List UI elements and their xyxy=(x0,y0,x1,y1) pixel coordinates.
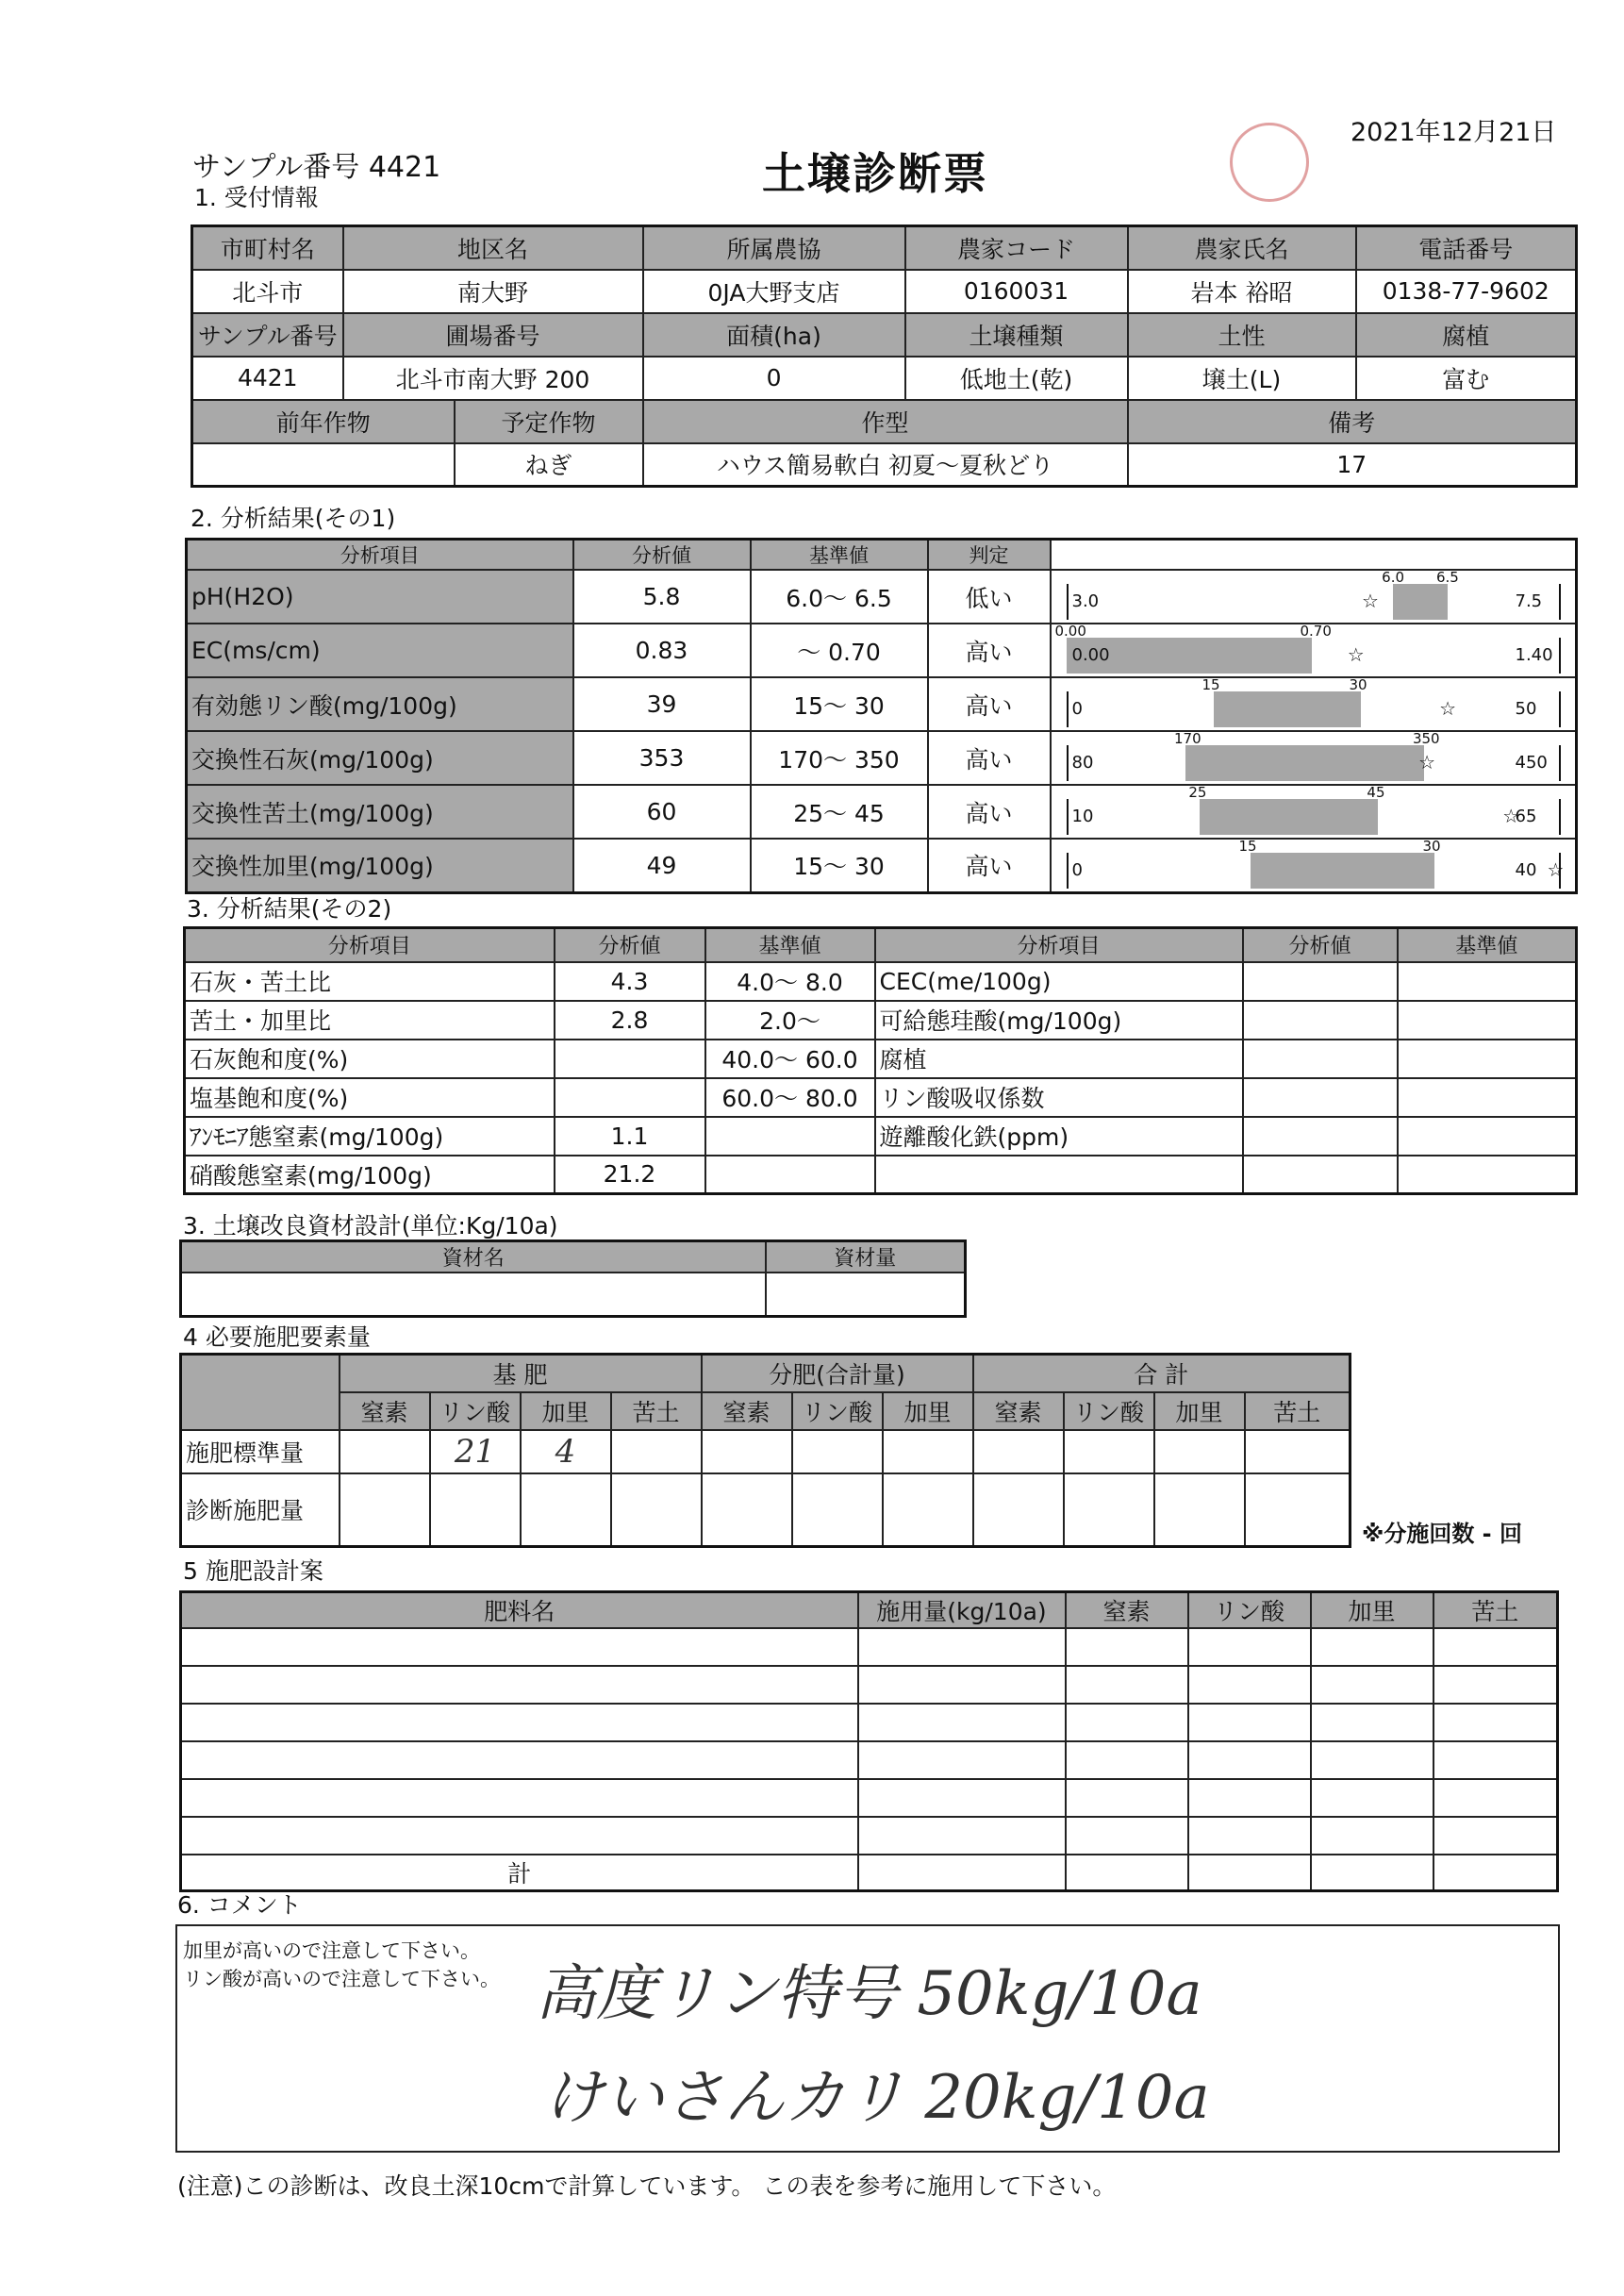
header-fertilizer-name: 肥料名 xyxy=(181,1592,858,1629)
header-phone: 電話番号 xyxy=(1356,226,1577,270)
value-star-icon: ☆ xyxy=(1362,590,1379,612)
standard-amount-cell: 21 xyxy=(430,1430,521,1473)
design-row xyxy=(181,1741,1558,1779)
standard-amount-cell xyxy=(1245,1430,1351,1473)
analysis2-standard2 xyxy=(1398,1117,1577,1156)
info-header-row-2 xyxy=(192,313,1577,357)
design-row xyxy=(181,1779,1558,1817)
phone-value: 0138-77-9602 xyxy=(1356,270,1577,313)
analysis2-value: 4.3 xyxy=(555,962,705,1001)
diagnosis-amount-cell xyxy=(1154,1473,1245,1547)
analysis2-item: ｱﾝﾓﾆｱ態窒素(mg/100g) xyxy=(185,1117,555,1156)
farmer-name-value: 岩本 裕昭 xyxy=(1128,270,1356,313)
sub-header-8: リン酸 xyxy=(1064,1392,1154,1430)
header-scale xyxy=(1051,540,1577,571)
scale-low-label: 15 xyxy=(1238,839,1257,855)
judgement: 高い xyxy=(928,785,1051,839)
analysis2-standard2 xyxy=(1398,1040,1577,1078)
soil-texture-value: 壌土(L) xyxy=(1128,357,1356,400)
info-value-row-1 xyxy=(192,270,1577,313)
scale-bar xyxy=(1067,584,1561,620)
coop-value: 0JA大野支店 xyxy=(643,270,905,313)
standard-amount-cell xyxy=(883,1430,973,1473)
farmer-code-value: 0160031 xyxy=(905,270,1128,313)
diagnosis-amount-cell xyxy=(521,1473,611,1547)
design-cell xyxy=(181,1704,858,1741)
row-label-diagnosis: 診断施肥量 xyxy=(181,1473,340,1547)
design-cell xyxy=(1433,1666,1558,1704)
analysis2-row xyxy=(185,1040,1577,1078)
diagnosis-amount-cell xyxy=(883,1473,973,1547)
previous-crop-value xyxy=(192,443,455,487)
diagnosis-amount-cell xyxy=(1245,1473,1351,1547)
header-field-number: 圃場番号 xyxy=(343,313,643,357)
scale-high-label: 30 xyxy=(1422,839,1441,855)
analysis2-value: 2.8 xyxy=(555,1001,705,1040)
header-magnesium: 苦土 xyxy=(1433,1592,1558,1629)
header-standard-value: 基準値 xyxy=(751,540,928,571)
design-cell xyxy=(1066,1741,1188,1779)
header-planned-crop: 予定作物 xyxy=(455,400,643,443)
judgement: 高い xyxy=(928,731,1051,785)
analysis2-value2 xyxy=(1243,1001,1398,1040)
analysis2-row xyxy=(185,962,1577,1001)
standard-value: ～ 0.70 xyxy=(751,624,928,677)
diagnosis-amount-cell xyxy=(1064,1473,1154,1547)
group-total: 合 計 xyxy=(973,1355,1351,1392)
range-scale xyxy=(1051,731,1577,785)
design-cell xyxy=(1433,1741,1558,1779)
scale-max: 65 xyxy=(1515,807,1537,826)
design-cell xyxy=(858,1817,1066,1855)
header-material-amount: 資材量 xyxy=(766,1241,966,1273)
group-split: 分肥(合計量) xyxy=(702,1355,973,1392)
scale-min: 0.00 xyxy=(1071,645,1110,665)
analysis-results-table-1 xyxy=(185,538,1578,894)
material-name-cell xyxy=(181,1273,766,1316)
scale-high-label: 30 xyxy=(1349,677,1367,693)
analysis2-standard2 xyxy=(1398,962,1577,1001)
scale-high-label: 6.5 xyxy=(1435,570,1459,586)
standard-amount-row xyxy=(181,1430,1351,1473)
standard-amount-cell xyxy=(340,1430,430,1473)
section3b-title: 3. 土壌改良資材設計(単位:Kg/10a) xyxy=(183,1212,558,1240)
diagnosis-amount-cell xyxy=(430,1473,521,1547)
sub-header-1: リン酸 xyxy=(430,1392,521,1430)
design-cell xyxy=(1311,1628,1433,1666)
range-scale xyxy=(1051,677,1577,731)
standard-amount-cell xyxy=(611,1430,702,1473)
analysis-item: 有効態リン酸(mg/100g) xyxy=(187,677,573,731)
fertilizer-group-row xyxy=(181,1355,1351,1392)
total-potassium xyxy=(1311,1855,1433,1891)
material-amount-cell xyxy=(766,1273,966,1316)
header-potassium: 加里 xyxy=(1311,1592,1433,1629)
analysis2-row xyxy=(185,1001,1577,1040)
header-material-name: 資材名 xyxy=(181,1241,766,1273)
analysis2-standard: 2.0～ xyxy=(705,1001,875,1040)
sub-header-10: 苦土 xyxy=(1245,1392,1351,1430)
total-label: 計 xyxy=(181,1855,858,1891)
sub-header-5: リン酸 xyxy=(792,1392,883,1430)
analysis2-value2 xyxy=(1243,1040,1398,1078)
analysis2-row xyxy=(185,1078,1577,1117)
design-cell xyxy=(181,1817,858,1855)
analysis2-value xyxy=(555,1040,705,1078)
analysis2-row xyxy=(185,1117,1577,1156)
scale-low-label: 6.0 xyxy=(1382,570,1405,586)
scale-max: 450 xyxy=(1515,753,1548,773)
scale-max: 7.5 xyxy=(1515,591,1543,611)
header-value-left: 分析値 xyxy=(555,928,705,962)
value-star-icon: ☆ xyxy=(1418,751,1436,774)
design-cell xyxy=(1311,1817,1433,1855)
soil-type-value: 低地土(乾) xyxy=(905,357,1128,400)
standard-range-band xyxy=(1393,584,1448,620)
design-row xyxy=(181,1666,1558,1704)
analysis1-header-row xyxy=(187,540,1577,571)
range-scale xyxy=(1051,839,1577,892)
fertilizer-design-table xyxy=(179,1590,1559,1892)
judgement: 高い xyxy=(928,839,1051,892)
split-application-note: ※分施回数 - 回 xyxy=(1362,1521,1523,1547)
design-cell xyxy=(1188,1628,1311,1666)
analysis-item: pH(H2O) xyxy=(187,570,573,624)
range-scale xyxy=(1051,624,1577,677)
total-amount xyxy=(858,1855,1066,1891)
cropping-type-value: ハウス簡易軟白 初夏～夏秋どり xyxy=(643,443,1128,487)
analysis-results-table-2 xyxy=(183,926,1578,1195)
analysis-value: 0.83 xyxy=(573,624,751,677)
design-cell xyxy=(1188,1779,1311,1817)
value-star-icon: ☆ xyxy=(1347,643,1365,666)
analysis-value: 353 xyxy=(573,731,751,785)
district-value: 南大野 xyxy=(343,270,643,313)
header-farmer-code: 農家コード xyxy=(905,226,1128,270)
fertilizer-sub-header-row xyxy=(181,1392,1351,1430)
design-cell xyxy=(1188,1817,1311,1855)
corner-cell xyxy=(181,1355,340,1430)
diagnosis-amount-row xyxy=(181,1473,1351,1547)
design-cell xyxy=(1188,1666,1311,1704)
design-cell xyxy=(858,1628,1066,1666)
scale-low-label: 170 xyxy=(1173,731,1201,747)
section6-title: 6. コメント xyxy=(177,1891,302,1919)
scale-min: 0 xyxy=(1071,860,1083,880)
analysis2-item: 石灰・苦土比 xyxy=(185,962,555,1001)
header-area: 面積(ha) xyxy=(643,313,905,357)
diagnosis-amount-cell xyxy=(973,1473,1064,1547)
standard-range-band xyxy=(1200,799,1378,835)
header-humus: 腐植 xyxy=(1356,313,1577,357)
design-cell xyxy=(1311,1741,1433,1779)
amendment-header-row xyxy=(181,1241,966,1273)
header-cropping-type: 作型 xyxy=(643,400,1128,443)
standard-amount-cell xyxy=(973,1430,1064,1473)
standard-value: 25～ 45 xyxy=(751,785,928,839)
header-application-amount: 施用量(kg/10a) xyxy=(858,1592,1066,1629)
judgement: 高い xyxy=(928,624,1051,677)
header-value-right: 分析値 xyxy=(1243,928,1398,962)
design-cell xyxy=(858,1741,1066,1779)
analysis1-row xyxy=(187,839,1577,892)
humus-value: 富む xyxy=(1356,357,1577,400)
standard-value: 15～ 30 xyxy=(751,677,928,731)
header-item-left: 分析項目 xyxy=(185,928,555,962)
design-cell xyxy=(858,1779,1066,1817)
header-coop: 所属農協 xyxy=(643,226,905,270)
design-cell xyxy=(1188,1741,1311,1779)
design-cell xyxy=(1433,1704,1558,1741)
total-phosphate xyxy=(1188,1855,1311,1891)
header-standard-right: 基準値 xyxy=(1398,928,1577,962)
sub-header-9: 加里 xyxy=(1154,1392,1245,1430)
comment-line-1: 加里が高いので注意して下さい。 xyxy=(183,1939,480,1962)
header-analysis-item: 分析項目 xyxy=(187,540,573,571)
sub-header-4: 窒素 xyxy=(702,1392,792,1430)
scale-min: 10 xyxy=(1071,807,1094,826)
header-district: 地区名 xyxy=(343,226,643,270)
standard-range-band xyxy=(1214,691,1361,727)
header-remarks: 備考 xyxy=(1128,400,1577,443)
analysis2-value2 xyxy=(1243,1156,1398,1194)
analysis2-standard xyxy=(705,1156,875,1194)
header-sample-number: サンプル番号 xyxy=(192,313,343,357)
stamp-seal xyxy=(1230,123,1309,202)
scale-max: 50 xyxy=(1515,699,1537,719)
scale-low-label: 25 xyxy=(1188,785,1207,801)
design-cell xyxy=(1433,1628,1558,1666)
analysis-item: 交換性石灰(mg/100g) xyxy=(187,731,573,785)
scale-min: 3.0 xyxy=(1071,591,1100,611)
standard-range-band xyxy=(1251,853,1434,889)
analysis1-row xyxy=(187,731,1577,785)
analysis1-row xyxy=(187,570,1577,624)
required-fertilizer-table xyxy=(179,1353,1351,1548)
scale-high-label: 0.70 xyxy=(1300,624,1332,640)
section4-title: 4 必要施肥要素量 xyxy=(183,1323,371,1351)
analysis-item: 交換性加里(mg/100g) xyxy=(187,839,573,892)
sub-header-3: 苦土 xyxy=(611,1392,702,1430)
analysis-value: 49 xyxy=(573,839,751,892)
sub-header-7: 窒素 xyxy=(973,1392,1064,1430)
reception-info-table xyxy=(191,225,1578,488)
scale-max: 1.40 xyxy=(1515,645,1553,665)
page-title: 土壌診断票 xyxy=(762,148,988,199)
design-row xyxy=(181,1628,1558,1666)
standard-range-band xyxy=(1185,745,1424,781)
remarks-value: 17 xyxy=(1128,443,1577,487)
section3-title: 3. 分析結果(その2) xyxy=(187,895,392,923)
total-magnesium xyxy=(1433,1855,1558,1891)
header-previous-crop: 前年作物 xyxy=(192,400,455,443)
design-cell xyxy=(181,1666,858,1704)
analysis2-item: 硝酸態窒素(mg/100g) xyxy=(185,1156,555,1194)
design-cell xyxy=(181,1741,858,1779)
scale-low-label: 0.00 xyxy=(1054,624,1086,640)
design-cell xyxy=(1066,1704,1188,1741)
design-cell xyxy=(181,1628,858,1666)
diagnosis-amount-cell xyxy=(611,1473,702,1547)
analysis2-item2: リン酸吸収係数 xyxy=(875,1078,1243,1117)
analysis2-header-row xyxy=(185,928,1577,962)
analysis2-value2 xyxy=(1243,962,1398,1001)
sub-header-6: 加里 xyxy=(883,1392,973,1430)
sample-number-label: サンプル番号 4421 xyxy=(192,151,441,184)
header-soil-texture: 土性 xyxy=(1128,313,1356,357)
standard-amount-cell xyxy=(1154,1430,1245,1473)
section5-title: 5 施肥設計案 xyxy=(183,1557,323,1585)
analysis2-standard2 xyxy=(1398,1078,1577,1117)
analysis2-item: 苦土・加里比 xyxy=(185,1001,555,1040)
scale-low-label: 15 xyxy=(1201,677,1220,693)
analysis2-standard2 xyxy=(1398,1001,1577,1040)
handwritten-note-2: けいさんカリ 20kg/10a xyxy=(543,2063,1210,2133)
soil-amendment-table xyxy=(179,1240,967,1318)
analysis2-item2: 腐植 xyxy=(875,1040,1243,1078)
field-number-value: 北斗市南大野 200 xyxy=(343,357,643,400)
analysis-item: EC(ms/cm) xyxy=(187,624,573,677)
info-value-row-2 xyxy=(192,357,1577,400)
group-base: 基 肥 xyxy=(340,1355,702,1392)
design-cell xyxy=(1066,1779,1188,1817)
design-header-row xyxy=(181,1592,1558,1629)
analysis-value: 5.8 xyxy=(573,570,751,624)
range-scale xyxy=(1051,570,1577,624)
analysis1-row xyxy=(187,785,1577,839)
analysis-value: 39 xyxy=(573,677,751,731)
info-header-row-3 xyxy=(192,400,1577,443)
info-value-row-3 xyxy=(192,443,1577,487)
header-municipality: 市町村名 xyxy=(192,226,343,270)
header-farmer-name: 農家氏名 xyxy=(1128,226,1356,270)
judgement: 低い xyxy=(928,570,1051,624)
analysis2-item2: 遊離酸化鉄(ppm) xyxy=(875,1117,1243,1156)
row-label-standard: 施肥標準量 xyxy=(181,1430,340,1473)
analysis2-standard: 4.0～ 8.0 xyxy=(705,962,875,1001)
analysis2-value: 21.2 xyxy=(555,1156,705,1194)
sample-number-value: 4421 xyxy=(192,357,343,400)
design-row xyxy=(181,1817,1558,1855)
analysis2-row xyxy=(185,1156,1577,1194)
comment-line-2: リン酸が高いので注意して下さい。 xyxy=(183,1968,500,1990)
analysis2-value xyxy=(555,1078,705,1117)
analysis2-item2: 可給態珪酸(mg/100g) xyxy=(875,1001,1243,1040)
design-cell xyxy=(1311,1704,1433,1741)
standard-amount-cell xyxy=(792,1430,883,1473)
design-cell xyxy=(1188,1704,1311,1741)
planned-crop-value: ねぎ xyxy=(455,443,643,487)
design-cell xyxy=(858,1704,1066,1741)
scale-high-label: 45 xyxy=(1367,785,1385,801)
header-nitrogen: 窒素 xyxy=(1066,1592,1188,1629)
footer-note: (注意)この診断は、改良土深10cmで計算しています。 この表を参考に施用して下さい。 xyxy=(177,2172,1117,2200)
analysis2-value: 1.1 xyxy=(555,1117,705,1156)
standard-amount-cell xyxy=(1064,1430,1154,1473)
design-cell xyxy=(1066,1628,1188,1666)
scale-min: 0 xyxy=(1071,699,1083,719)
analysis2-item2 xyxy=(875,1156,1243,1194)
design-row xyxy=(181,1704,1558,1741)
standard-value: 170～ 350 xyxy=(751,731,928,785)
design-cell xyxy=(1311,1666,1433,1704)
analysis-value: 60 xyxy=(573,785,751,839)
diagnosis-amount-cell xyxy=(792,1473,883,1547)
scale-high-label: 350 xyxy=(1412,731,1440,747)
scale-max: 40 xyxy=(1515,860,1537,880)
analysis2-standard2 xyxy=(1398,1156,1577,1194)
standard-value: 6.0～ 6.5 xyxy=(751,570,928,624)
analysis2-item: 石灰飽和度(%) xyxy=(185,1040,555,1078)
analysis2-value2 xyxy=(1243,1078,1398,1117)
range-scale xyxy=(1051,785,1577,839)
standard-amount-cell: 4 xyxy=(521,1430,611,1473)
analysis1-row xyxy=(187,677,1577,731)
issue-date: 2021年12月21日 xyxy=(1351,118,1557,147)
section1-title: 1. 受付情報 xyxy=(194,184,319,211)
design-cell xyxy=(1433,1779,1558,1817)
analysis2-value2 xyxy=(1243,1117,1398,1156)
value-star-icon: ☆ xyxy=(1547,858,1565,881)
total-nitrogen xyxy=(1066,1855,1188,1891)
standard-value: 15～ 30 xyxy=(751,839,928,892)
design-cell xyxy=(1433,1817,1558,1855)
comment-box xyxy=(175,1924,1560,2153)
analysis2-standard: 60.0～ 80.0 xyxy=(705,1078,875,1117)
handwritten-note-1: 高度リン特号 50kg/10a xyxy=(536,1959,1202,2029)
design-total-row xyxy=(181,1855,1558,1891)
diagnosis-amount-cell xyxy=(702,1473,792,1547)
area-value: 0 xyxy=(643,357,905,400)
header-item-right: 分析項目 xyxy=(875,928,1243,962)
header-standard-left: 基準値 xyxy=(705,928,875,962)
design-cell xyxy=(858,1666,1066,1704)
amendment-empty-row xyxy=(181,1273,966,1316)
design-cell xyxy=(1066,1666,1188,1704)
design-cell xyxy=(181,1779,858,1817)
value-star-icon: ☆ xyxy=(1502,805,1520,827)
diagnosis-amount-cell xyxy=(340,1473,430,1547)
analysis2-standard: 40.0～ 60.0 xyxy=(705,1040,875,1078)
header-soil-type: 土壌種類 xyxy=(905,313,1128,357)
analysis2-standard xyxy=(705,1117,875,1156)
section2-title: 2. 分析結果(その1) xyxy=(191,505,396,532)
header-judgement: 判定 xyxy=(928,540,1051,571)
header-phosphate: リン酸 xyxy=(1188,1592,1311,1629)
sub-header-2: 加里 xyxy=(521,1392,611,1430)
sub-header-0: 窒素 xyxy=(340,1392,430,1430)
analysis-item: 交換性苦土(mg/100g) xyxy=(187,785,573,839)
analysis1-row xyxy=(187,624,1577,677)
header-analysis-value: 分析値 xyxy=(573,540,751,571)
info-header-row-1 xyxy=(192,226,1577,270)
judgement: 高い xyxy=(928,677,1051,731)
design-cell xyxy=(1311,1779,1433,1817)
value-star-icon: ☆ xyxy=(1439,697,1457,720)
design-cell xyxy=(1066,1817,1188,1855)
scale-min: 80 xyxy=(1071,753,1094,773)
analysis2-item2: CEC(me/100g) xyxy=(875,962,1243,1001)
standard-amount-cell xyxy=(702,1430,792,1473)
municipality-value: 北斗市 xyxy=(192,270,343,313)
analysis2-item: 塩基飽和度(%) xyxy=(185,1078,555,1117)
